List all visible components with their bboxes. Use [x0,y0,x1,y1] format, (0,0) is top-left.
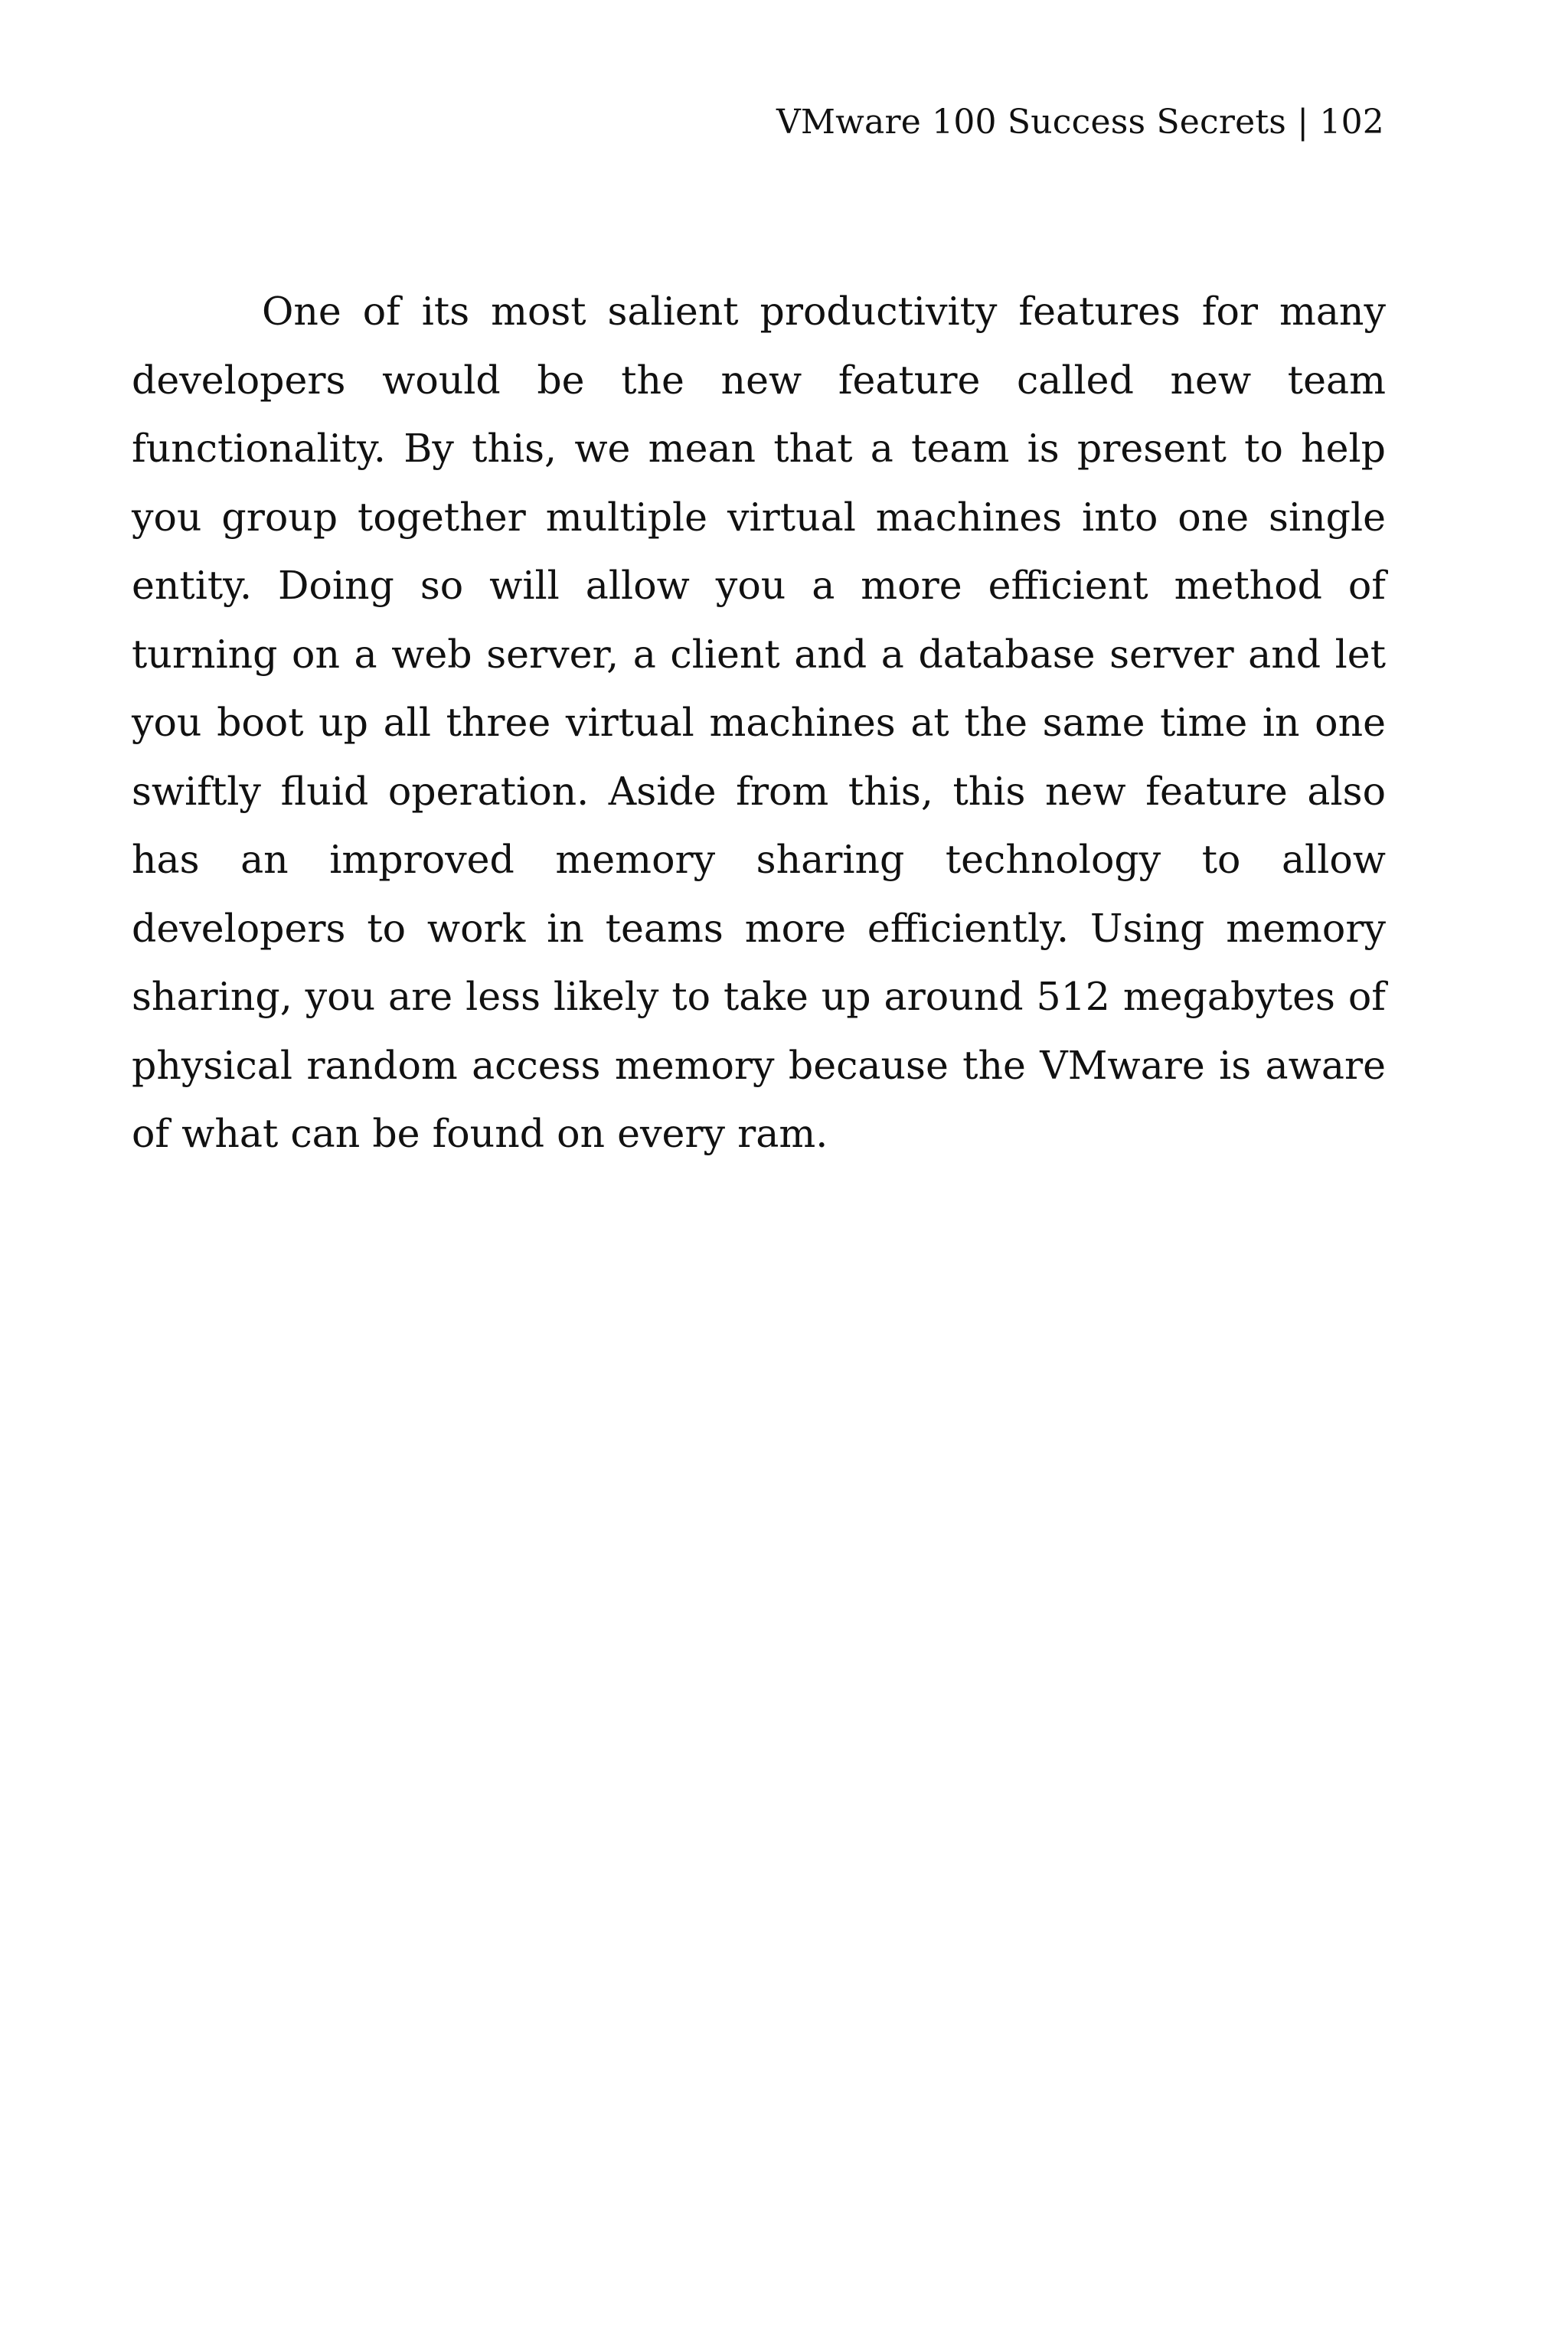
body-paragraph: One of its most salient productivity features for many developers would be the new feature called new team functionality. By this, we mean that a team is present to help you group together multiple virtual machines into one single entity. Doing so will allow you a more efficient method of turning on a web server, a client and a database server and let you boot up all three virtual machines at the same time in one swiftly fluid operation. Aside from this, this new feature also has an improved memory sharing technology to allow developers to work in teams more efficiently. Using memory sharing, you are less likely to take up around 512 megabytes of physical random access memory because the VMware is aware of what can be found on every ram. [132,289,1386,1156]
running-header: VMware 100 Success Secrets | 102 [776,103,1384,142]
